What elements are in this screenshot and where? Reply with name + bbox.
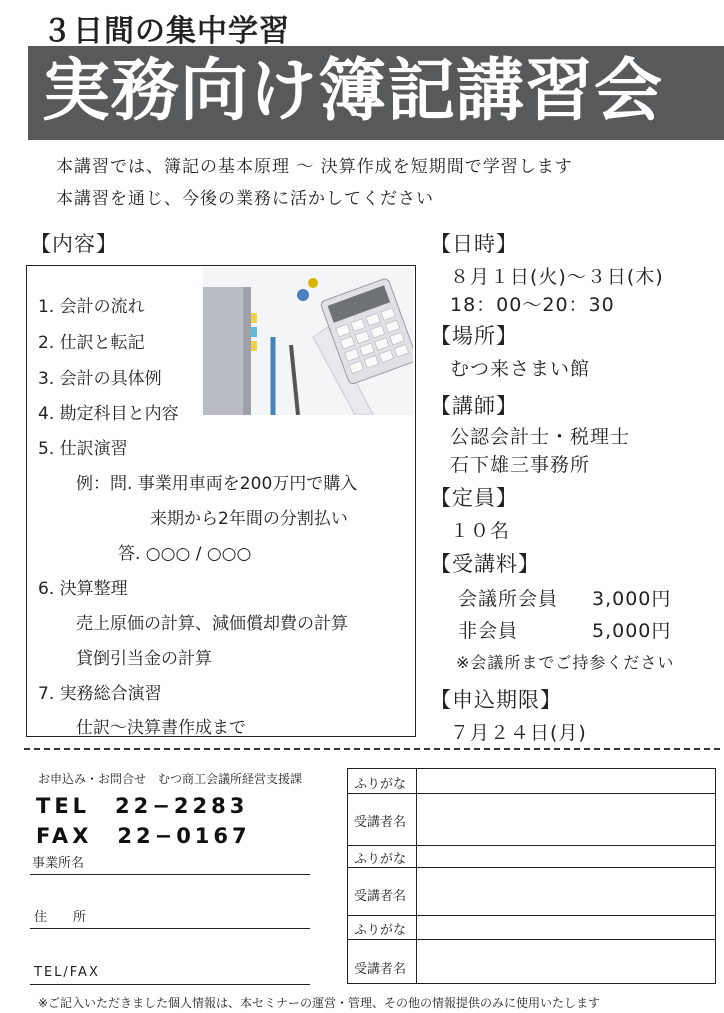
- telfax-line[interactable]: [30, 984, 310, 985]
- fee-nonmember-value: 5,000円: [592, 620, 672, 642]
- fee-member-label: 会議所会員: [458, 588, 559, 610]
- content-item-6: 6. 決算整理: [38, 579, 128, 599]
- content-item-6-sub-1: 売上原価の計算、減価償却費の計算: [76, 614, 348, 634]
- fee-member-value: 3,000円: [592, 588, 672, 610]
- deadline-heading: 【申込期限】: [430, 688, 562, 712]
- place-value: むつ来さまい館: [450, 358, 591, 380]
- office-name-line[interactable]: [30, 874, 310, 875]
- telfax-label: TEL/FAX: [34, 965, 100, 980]
- date-value: ８月１日(火)〜３日(木): [450, 266, 664, 288]
- form-row-divider: [348, 845, 715, 846]
- content-item-1: 1. 会計の流れ: [38, 297, 145, 317]
- address-label: 住 所: [34, 910, 87, 925]
- lecturer-line-1: 公認会計士・税理士: [450, 426, 631, 448]
- form-row-divider: [348, 939, 715, 940]
- content-item-7-sub: 仕訳〜決算書作成まで: [76, 718, 246, 738]
- capacity-value: １０名: [450, 520, 511, 542]
- header-title: 実務向け簿記講習会: [42, 52, 664, 131]
- contact-tel: TEL 22−2283: [36, 794, 249, 818]
- content-item-3: 3. 会計の具体例: [38, 369, 162, 389]
- form-row-divider: [348, 793, 715, 794]
- place-heading: 【場所】: [430, 324, 518, 348]
- content-example-question: 例：問. 事業用車両を200万円で購入: [76, 474, 358, 494]
- header-banner: [0, 0, 724, 140]
- privacy-note: ※ご記入いただきました個人情報は、本セミナーの運営・管理、その他の情報提供のみに使用いたします: [38, 996, 601, 1010]
- calculator-photo: [203, 267, 413, 415]
- content-item-5: 5. 仕訳演習: [38, 439, 128, 459]
- contact-label: お申込み・お問合せ むつ商工会議所経営支援課: [38, 772, 303, 786]
- header-subtitle: ３日間の集中学習: [42, 14, 290, 49]
- calculator-illustration: [203, 267, 413, 415]
- deadline-value: ７月２４日(月): [450, 722, 587, 744]
- cut-line: [24, 748, 720, 750]
- form-row-divider: [348, 867, 715, 868]
- intro-line-2: 本講習を通じ、今後の業務に活かしてください: [56, 189, 434, 209]
- lecturer-heading: 【講師】: [430, 394, 518, 418]
- intro-line-1: 本講習では、簿記の基本原理 〜 決算作成を短期間で学習します: [56, 157, 573, 177]
- content-example-answer: 答. ○○○ / ○○○: [118, 544, 252, 564]
- attendee-label-3: 受講者名: [354, 962, 407, 977]
- capacity-heading: 【定員】: [430, 486, 518, 510]
- content-example-question-2: 来期から2年間の分割払い: [150, 509, 348, 529]
- content-item-7: 7. 実務総合演習: [38, 684, 162, 704]
- content-item-2: 2. 仕訳と転記: [38, 333, 145, 353]
- furigana-label-1: ふりがな: [354, 777, 407, 792]
- attendee-label-2: 受講者名: [354, 889, 407, 904]
- office-name-label: 事業所名: [32, 856, 85, 871]
- contact-fax: FAX 22−0167: [36, 824, 251, 848]
- fee-note: ※会議所までご持参ください: [456, 653, 675, 672]
- date-heading: 【日時】: [430, 232, 518, 256]
- furigana-label-2: ふりがな: [354, 852, 407, 867]
- time-value: 18：00〜20：30: [450, 294, 615, 316]
- attendee-label-1: 受講者名: [354, 815, 407, 830]
- lecturer-line-2: 石下雄三事務所: [450, 454, 591, 476]
- registration-form: [347, 768, 716, 984]
- form-row-divider: [348, 915, 715, 916]
- fee-heading: 【受講料】: [430, 552, 540, 576]
- furigana-label-3: ふりがな: [354, 923, 407, 938]
- content-item-6-sub-2: 貸倒引当金の計算: [76, 649, 212, 669]
- contents-heading: 【内容】: [30, 232, 118, 256]
- address-line[interactable]: [30, 928, 310, 929]
- form-divider: [416, 769, 417, 983]
- content-item-4: 4. 勘定科目と内容: [38, 404, 179, 424]
- fee-nonmember-label: 非会員: [458, 620, 519, 642]
